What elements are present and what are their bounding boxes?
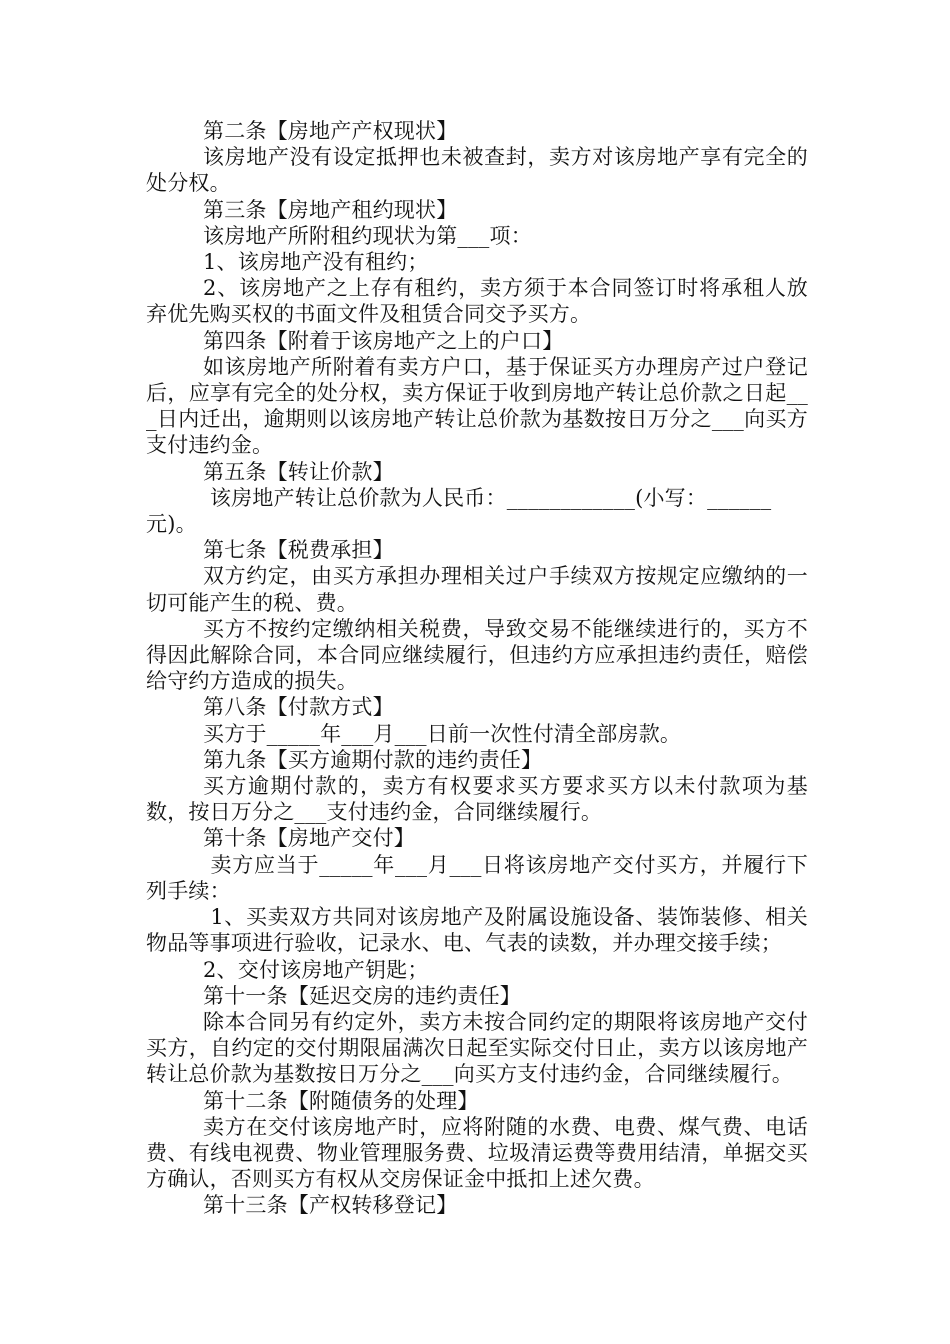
contract-page bbox=[0, 118, 950, 1219]
article-7-heading: 第七条【税费承担】 bbox=[203, 538, 394, 563]
article-9-heading: 第九条【买方逾期付款的违约责任】 bbox=[203, 747, 543, 772]
article-11-heading: 第十一条【延迟交房的违约责任】 bbox=[203, 983, 521, 1008]
article-12-heading: 第十二条【附随债务的处理】 bbox=[203, 1088, 479, 1113]
article-7-body-1: 双方约定，由买方承担办理相关过户手续双方按规定应缴纳的一切可能产生的税、费。 bbox=[146, 564, 808, 615]
article-4-body: 如该房地产所附着有卖方户口，基于保证买方办理房产过户登记后，应享有完全的处分权，卖方保证于收到房地产转让总价款之日起___日内迁出，逾期则以该房地产转让总价款为基数按日万分之___向买方支付违约金。 bbox=[146, 354, 808, 458]
article-10-body: 卖方应当于_____年___月___日将该房地产交付买方，并履行下列手续： bbox=[146, 852, 808, 903]
article-5-heading: 第五条【转让价款】 bbox=[203, 459, 394, 484]
article-8-heading: 第八条【付款方式】 bbox=[203, 695, 394, 720]
article-11-body: 除本合同另有约定外，卖方未按合同约定的期限将该房地产交付买方，自约定的交付期限届满次日起至实际交付日止，卖方以该房地产转让总价款为基数按日万分之___向买方支付违约金，合同继续履行。 bbox=[146, 1009, 808, 1087]
article-3-item-1: 1、该房地产没有租约； bbox=[203, 250, 429, 275]
article-2-heading: 第二条【房地产产权现状】 bbox=[203, 119, 458, 143]
article-9-body: 买方逾期付款的，卖方有权要求买方要求买方以未付款项为基数，按日万分之___支付违约金，合同继续履行。 bbox=[146, 774, 808, 825]
article-10-item-1: 1、买卖双方共同对该房地产及附属设施设备、装饰装修、相关物品等事项进行验收，记录水、电、气表的读数，并办理交接手续； bbox=[146, 905, 808, 956]
article-5-body: 该房地产转让总价款为人民币：____________(小写：______元)。 bbox=[146, 485, 772, 537]
article-4-heading: 第四条【附着于该房地产之上的户口】 bbox=[203, 328, 564, 353]
article-8-body: 买方于_____年___月___日前一次性付清全部房款。 bbox=[203, 721, 682, 746]
article-12-body: 卖方在交付该房地产时，应将附随的水费、电费、煤气费、电话费、有线电视费、物业管理服务费、垃圾清运费等费用结清，单据交买方确认，否则买方有权从交房保证金中抵扣上述欠费。 bbox=[146, 1114, 808, 1192]
article-3-body: 该房地产所附租约现状为第___项： bbox=[203, 223, 532, 248]
article-13-heading: 第十三条【产权转移登记】 bbox=[203, 1193, 458, 1218]
article-10-heading: 第十条【房地产交付】 bbox=[203, 826, 415, 851]
article-7-body-2: 买方不按约定缴纳相关税费，导致交易不能继续进行的，买方不得因此解除合同，本合同应继续履行，但违约方应承担违约责任，赔偿给守约方造成的损失。 bbox=[146, 616, 808, 694]
article-3-item-2: 2、该房地产之上存有租约，卖方须于本合同签订时将承租人放弃优先购买权的书面文件及租赁合同交予买方。 bbox=[146, 276, 808, 327]
article-10-item-2: 2、交付该房地产钥匙； bbox=[203, 957, 429, 982]
article-2-body: 该房地产没有设定抵押也未被查封，卖方对该房地产享有完全的处分权。 bbox=[146, 145, 808, 196]
article-3-heading: 第三条【房地产租约现状】 bbox=[203, 197, 458, 222]
